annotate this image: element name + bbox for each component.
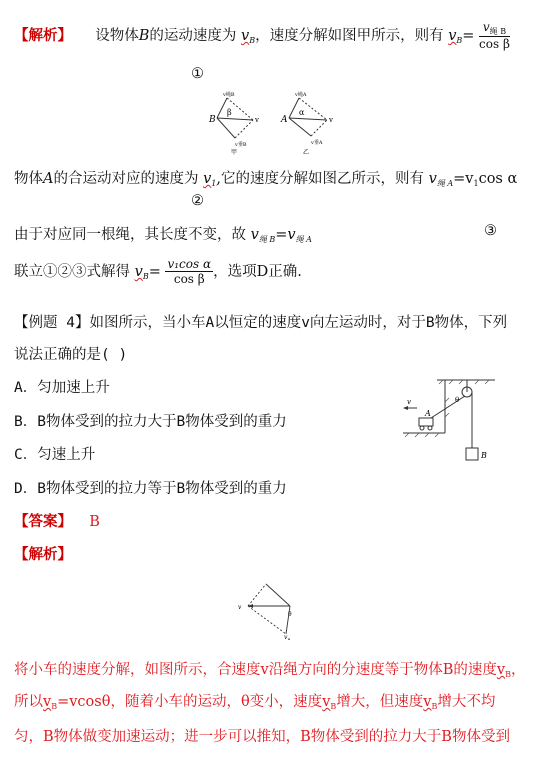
text: 设物体 [95, 28, 139, 44]
A-label: A [425, 409, 431, 418]
option-c: C．匀速上升 [14, 447, 96, 463]
marker-2: ② [191, 193, 204, 209]
caption-right: 乙 [303, 149, 310, 155]
explanation-line2: 所以$v_B=vcos\theta$，随着小车的运动，θ变小，速度$v_B$增大，但速度$v_B$增大不均 [14, 694, 496, 711]
option-b: B．B物体受到的拉力大于B物体受到的重力 [14, 414, 287, 430]
beta-label: β [227, 108, 232, 117]
text: ，速度分解如图甲所示，则有 [255, 28, 444, 44]
B-label: B [481, 451, 487, 460]
line4: 联立①②③式解得 $v_B=$ $\frac{\text{v₁cos α}}{\text{cos β}}$ ，选项D正确. [14, 257, 302, 286]
line2: 物体A的合运动对应的速度为 $v_1$,它的速度分解如图乙所示，则有 $v_{绳 A}=v_1\cos$ α [14, 171, 518, 188]
marker-3: ③ [484, 223, 497, 239]
v-label-left: v [255, 116, 259, 124]
analysis2-label: 【解析】 [14, 546, 72, 563]
v-label: v [407, 398, 411, 406]
theta-label: θ [455, 396, 460, 404]
marker-1: ① [191, 66, 204, 82]
v-label: v [238, 604, 242, 611]
var-vB: $v_B$ [240, 28, 256, 45]
explanation-line3: 匀，B物体做变加速运动；进一步可以推知，B物体受到的拉力大于B物体受到 [14, 729, 510, 745]
lhs-vB: $v_B$ [448, 28, 463, 45]
example-line2: 说法正确的是( ) [14, 347, 128, 363]
vB-label: $v_B$ [284, 634, 291, 640]
answer-value: B [89, 514, 100, 530]
analysis-label: 【解析】 [14, 27, 72, 44]
point-B: B [209, 115, 216, 125]
answer-label: 【答案】 [14, 513, 72, 530]
var-B: B [138, 28, 150, 44]
top-label-left: v绳B [223, 92, 235, 98]
option-a: A．匀加速上升 [14, 380, 110, 396]
text: 的运动速度为 [149, 28, 237, 44]
figure-car-pulley [395, 378, 500, 478]
top-label-right: v绳A [295, 92, 307, 98]
line3: 由于对应同一根绳，其长度不变，故 $v_{绳 B}=v_{绳 A}$ [14, 227, 312, 244]
option-d: D．B物体受到的拉力等于B物体受到的重力 [14, 481, 287, 497]
explanation-line1: 将小车的速度分解，如图所示，合速度v沿绳方向的分速度等于物体B的速度$v_B$， [14, 662, 526, 679]
theta-label: θ [288, 611, 292, 618]
point-A: A [281, 115, 288, 125]
bottom-label-right: v垂A [311, 140, 323, 146]
example-line1: 【例题 4】如图所示，当小车A以恒定的速度v向左运动时，对于B物体，下列 [14, 315, 508, 331]
caption-left: 甲 [231, 149, 238, 155]
analysis1-line [14, 20, 510, 52]
fraction: $\frac{\text{v₁cos α}}{\text{cos β}}$ [167, 257, 212, 286]
equals: = [462, 28, 475, 44]
bottom-label-left: v垂B [235, 142, 247, 148]
figure-velocity-vectors [230, 578, 305, 640]
alpha-label: α [299, 108, 305, 117]
answer-line [14, 510, 100, 531]
fraction: $\frac{v_{绳 B}}{\text{cos β}}$ [479, 20, 510, 51]
figure-velocity-decomposition [205, 90, 350, 155]
v-label-right: v [329, 116, 333, 124]
